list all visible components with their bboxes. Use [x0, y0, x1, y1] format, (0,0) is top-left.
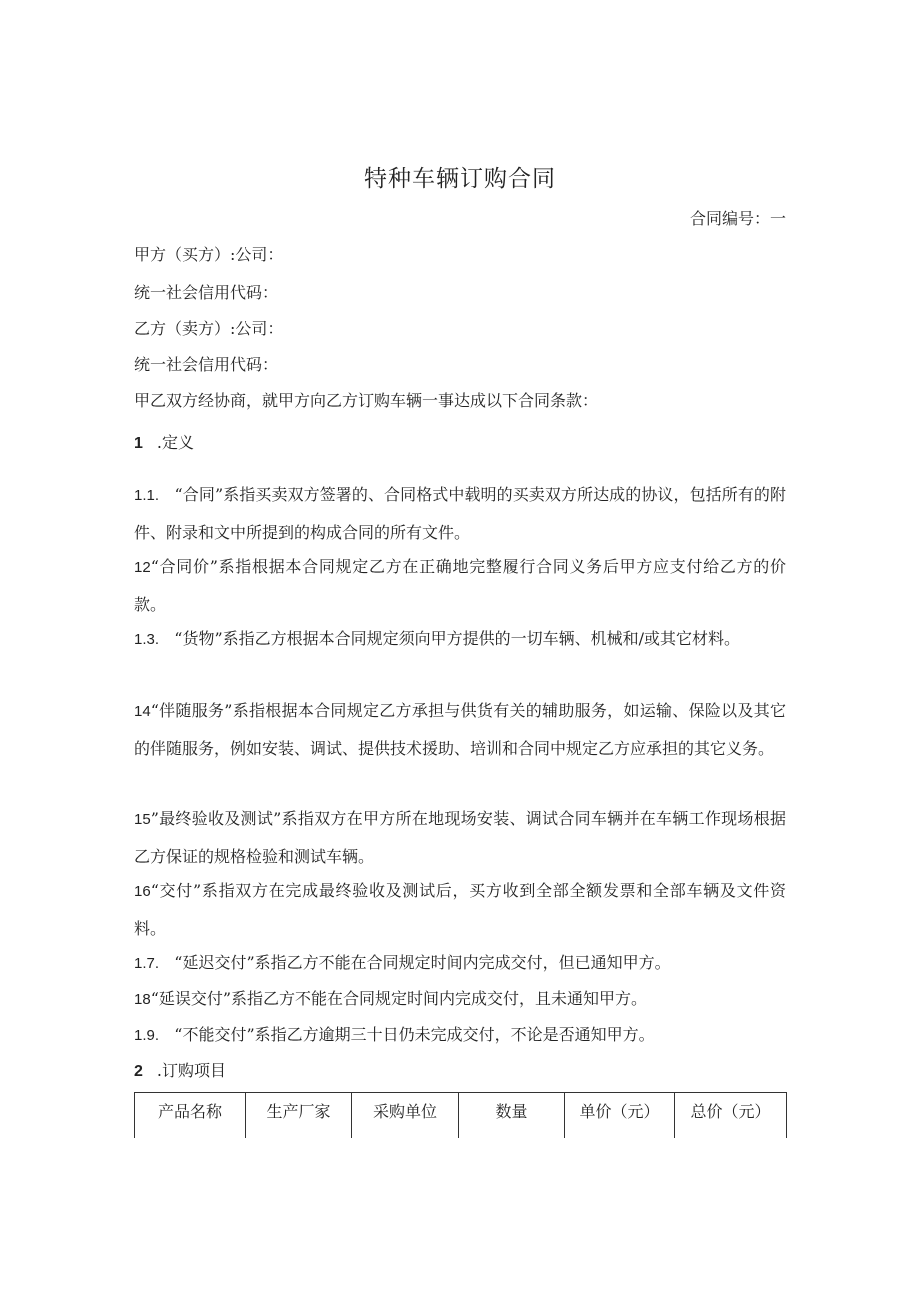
contract-number: 合同编号：一 [689, 209, 786, 228]
clause-number: 12 [134, 559, 151, 576]
party-a: 甲方（买方）:公司： [134, 245, 284, 264]
clause-1-7 [134, 944, 786, 982]
section-title: .定义 [156, 433, 194, 452]
clause-text: “不能交付”系指乙方逾期三十日仍未完成交付，不论是否通知甲方。 [174, 1025, 655, 1044]
clause-text: ”最终验收及测试”系指双方在甲方所在地现场安装、调试合同车辆并在车辆工作现场根据乙方保证的规格检验和测试车辆。 [134, 809, 786, 866]
clause-number: 1.9. [134, 1027, 160, 1044]
clause-1-3 [134, 620, 786, 658]
header-quantity: 数量 [459, 1093, 565, 1139]
clause-number: 18 [134, 991, 151, 1008]
clause-1-1 [134, 476, 786, 551]
preamble: 甲乙双方经协商，就甲方向乙方订购车辆一事达成以下合同条款： [134, 391, 599, 410]
header-total-price: 总价（元） [675, 1093, 787, 1139]
clause-text: “交付”系指双方在完成最终验收及测试后，买方收到全部全额发票和全部车辆及文件资料。 [134, 881, 786, 938]
header-purchasing-unit: 采购单位 [352, 1093, 459, 1139]
clause-text: “货物”系指乙方根据本合同规定须向甲方提供的一切车辆、机械和/或其它材料。 [174, 629, 741, 648]
header-unit-price: 单价（元） [565, 1093, 675, 1139]
party-a-credit-code: 统一社会信用代码： [134, 283, 279, 302]
clause-1-6 [134, 872, 786, 947]
clause-text: “合同”系指买卖双方签署的、合同格式中载明的买卖双方所达成的协议，包括所有的附件、附录和文中所提到的构成合同的所有文件。 [134, 485, 786, 542]
header-product-name: 产品名称 [135, 1093, 246, 1139]
party-b: 乙方（卖方）:公司： [134, 319, 284, 338]
table-header-row [135, 1093, 787, 1139]
clause-1-5 [134, 800, 786, 875]
header-manufacturer: 生产厂家 [246, 1093, 352, 1139]
clause-1-9 [134, 1016, 786, 1054]
party-b-credit-code: 统一社会信用代码： [134, 355, 279, 374]
clause-1-4 [134, 692, 786, 767]
clause-text: “伴随服务”系指根据本合同规定乙方承担与供货有关的辅助服务，如运输、保险以及其它的伴随服务，例如安装、调试、提供技术援助、培训和合同中规定乙方应承担的其它义务。 [134, 701, 786, 758]
clause-1-2 [134, 548, 786, 623]
clause-number: 15 [134, 811, 151, 828]
section-heading-definitions [134, 430, 194, 453]
clause-number: 16 [134, 883, 151, 900]
clause-number: 1.7. [134, 955, 160, 972]
section-number: 2 [134, 1063, 143, 1080]
section-heading-order-items [134, 1058, 226, 1081]
clause-number: 1.1. [134, 487, 160, 504]
order-items-table [134, 1092, 787, 1138]
section-title: .订购项目 [156, 1061, 226, 1080]
clause-text: “合同价”系指根据本合同规定乙方在正确地完整履行合同义务后甲方应支付给乙方的价款。 [134, 557, 786, 614]
clause-text: “延误交付”系指乙方不能在合同规定时间内完成交付，且未通知甲方。 [150, 989, 648, 1008]
clause-number: 14 [134, 703, 151, 720]
clause-1-8 [134, 980, 786, 1018]
document-title: 特种车辆订购合同 [364, 166, 556, 192]
clause-number: 1.3. [134, 631, 160, 648]
section-number: 1 [134, 435, 143, 452]
clause-text: “延迟交付”系指乙方不能在合同规定时间内完成交付，但已通知甲方。 [174, 953, 671, 972]
